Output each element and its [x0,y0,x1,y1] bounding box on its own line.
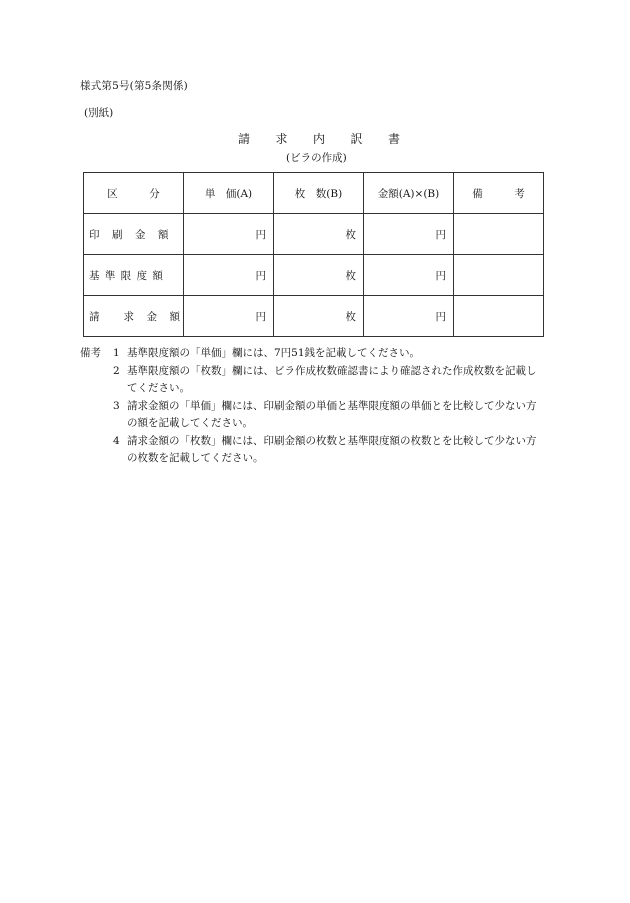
quantity-cell: 枚 [274,214,364,255]
note-number: 3 [113,400,120,412]
header-amount: 金額(A)×(B) [364,173,454,214]
header-unit-price: 単 価(A) [184,173,274,214]
note-text: 基準限度額の「枚数」欄には、ビラ作成枚数確認書により確認された作成枚数を記載してください。 [127,365,537,394]
document-title: 請 求 内 訳 書 [238,132,401,146]
row-label: 請 求 金 額 [84,296,184,337]
note-item [80,363,545,397]
table-row [84,255,544,296]
remarks-cell [454,255,544,296]
notes-section [80,345,545,468]
unit-price-cell: 円 [184,214,274,255]
form-number: 様式第5号(第5条関係) [80,80,188,92]
note-text: 基準限度額の「単価」欄には、7円51銭を記載してください。 [127,347,421,359]
header-quantity: 枚 数(B) [274,173,364,214]
amount-cell: 円 [364,296,454,337]
table-row [84,214,544,255]
table-header-row [84,173,544,214]
row-label: 基 準 限 度 額 [84,255,184,296]
note-item [80,433,545,467]
notes-heading: 備考 [80,347,101,359]
quantity-cell: 枚 [274,296,364,337]
note-number: 1 [113,347,120,359]
note-indent [80,433,113,467]
note-indent [80,398,113,432]
note-number: 4 [113,435,120,447]
note-item [80,345,545,362]
header-remarks: 備 考 [454,173,544,214]
unit-price-cell: 円 [184,296,274,337]
unit-price-cell: 円 [184,255,274,296]
table-row [84,296,544,337]
attachment-label: (別紙) [84,107,114,119]
note-number: 2 [113,365,120,377]
note-text: 請求金額の「枚数」欄には、印刷金額の枚数と基準限度額の枚数とを比較して少ない方の枚数を記載してください。 [127,435,537,464]
note-indent [80,363,113,397]
row-label: 印 刷 金 額 [84,214,184,255]
remarks-cell [454,214,544,255]
note-item [80,398,545,432]
quantity-cell: 枚 [274,255,364,296]
note-text: 請求金額の「単価」欄には、印刷金額の単価と基準限度額の単価とを比較して少ない方の額を記載してください。 [127,400,537,429]
breakdown-table [83,172,544,337]
remarks-cell [454,296,544,337]
header-category: 区 分 [84,173,184,214]
amount-cell: 円 [364,214,454,255]
document-subtitle: (ビラの作成) [286,152,347,164]
amount-cell: 円 [364,255,454,296]
